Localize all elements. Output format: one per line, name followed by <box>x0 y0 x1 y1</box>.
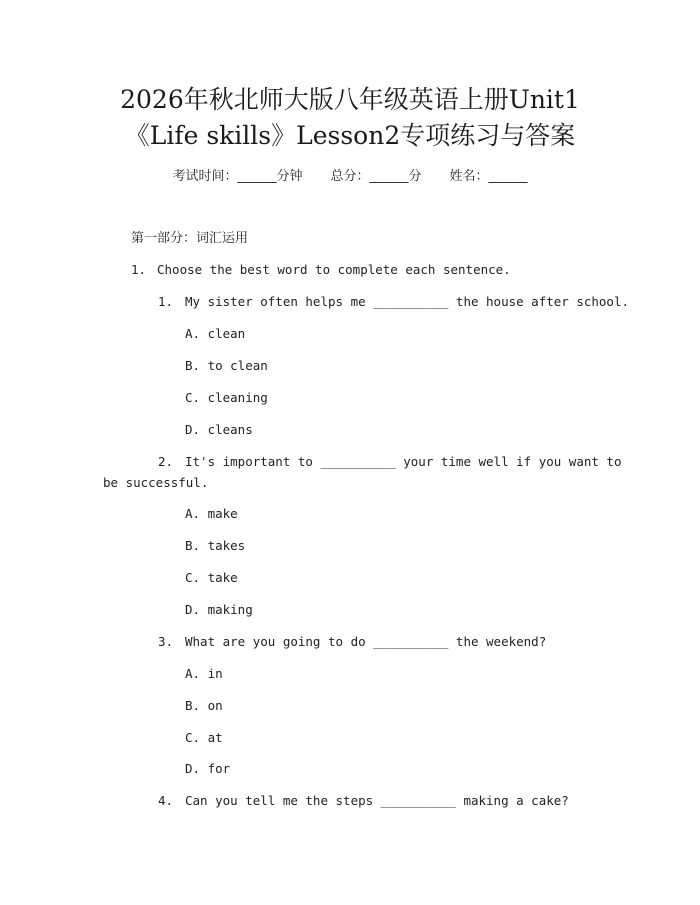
question-text-line2: be successful. <box>103 475 209 490</box>
option-a: A. in <box>185 666 223 681</box>
instruction-number: 1. <box>131 262 147 277</box>
question-number: 1. <box>158 294 174 309</box>
option-b: B. to clean <box>185 358 268 373</box>
exam-time-label: 考试时间：______分钟 <box>172 169 303 184</box>
question-number: 2. <box>158 454 174 469</box>
question-text-line1: It's important to __________ your time well if you want to <box>185 454 622 469</box>
question-number: 4. <box>158 793 174 808</box>
option-b: B. on <box>185 698 223 713</box>
question-text: My sister often helps me __________ the house after school. <box>185 294 630 309</box>
option-c: C. cleaning <box>185 390 268 405</box>
section-title: 第一部分：词汇运用 <box>131 231 249 246</box>
option-d: D. for <box>185 761 231 776</box>
option-a: A. make <box>185 506 238 521</box>
option-c: C. at <box>185 730 223 745</box>
document-title-line1: 2026年秋北师大版八年级英语上册Unit1 <box>120 85 580 114</box>
instruction-text: Choose the best word to complete each sentence. <box>157 262 511 277</box>
exam-meta <box>0 168 700 186</box>
question-number: 3. <box>158 634 174 649</box>
option-b: B. takes <box>185 538 246 553</box>
option-d: D. making <box>185 602 253 617</box>
option-c: C. take <box>185 570 238 585</box>
student-name-label: 姓名：______ <box>449 169 528 184</box>
question-text: What are you going to do __________ the weekend? <box>185 634 547 649</box>
total-score-label: 总分：______分 <box>330 169 422 184</box>
option-d: D. cleans <box>185 422 253 437</box>
option-a: A. clean <box>185 326 246 341</box>
question-text: Can you tell me the steps __________ making a cake? <box>185 793 569 808</box>
document-title-line2: 《Life skills》Lesson2专项练习与答案 <box>124 121 576 150</box>
